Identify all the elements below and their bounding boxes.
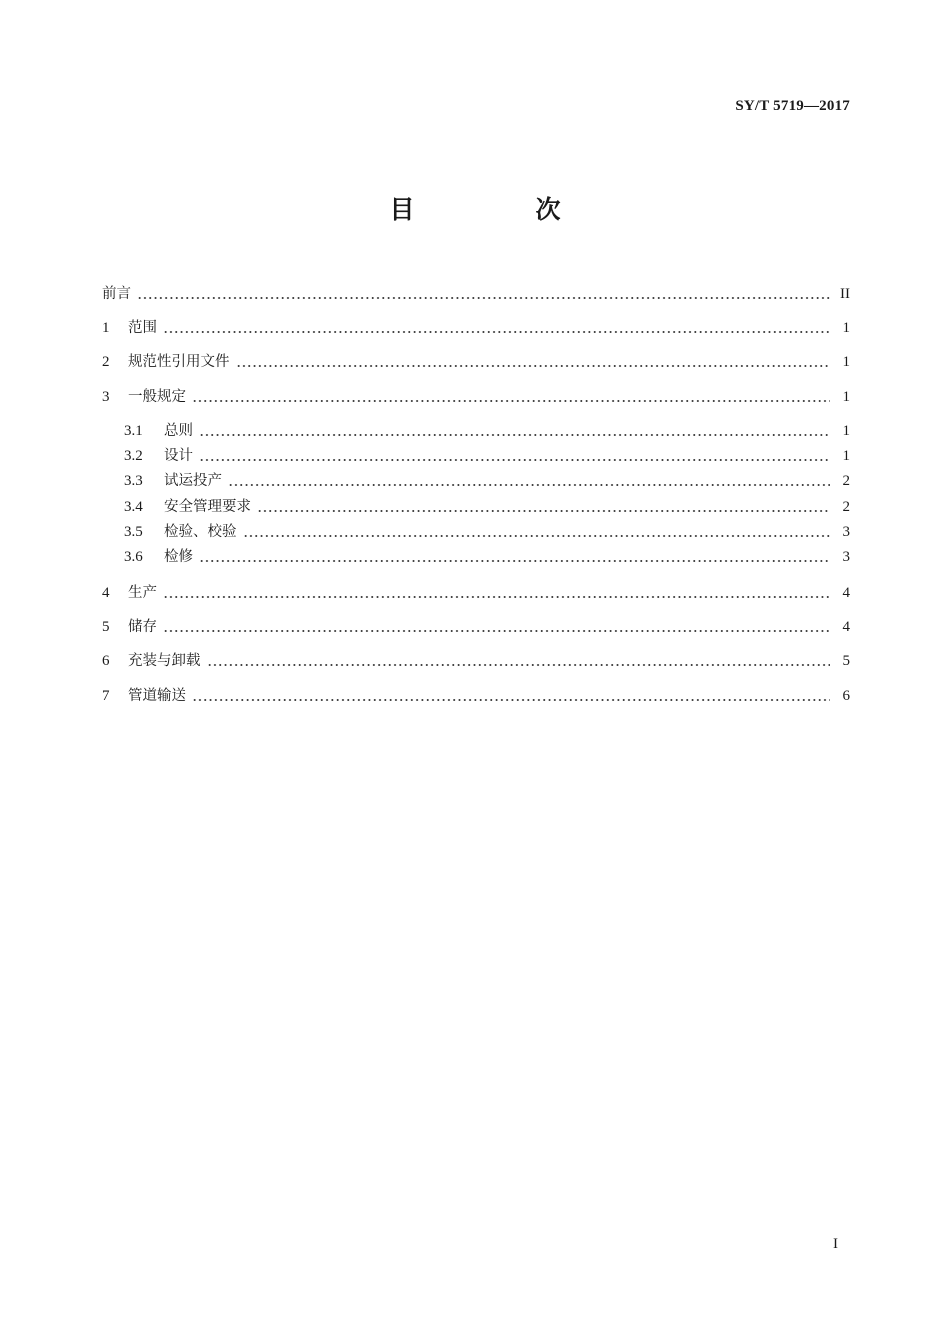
toc-entry-page: 1 [842, 423, 850, 439]
dot-leader [137, 297, 830, 299]
toc-entry-page: 1 [842, 448, 850, 464]
dot-leader [207, 664, 831, 666]
toc-entry-page: 6 [842, 688, 850, 704]
toc-entry-page: 4 [842, 619, 850, 635]
toc-entry-number: 7 [102, 688, 110, 704]
toc-entry-3-3[interactable] [124, 470, 850, 492]
toc-entry-page: 1 [842, 320, 850, 336]
toc-entry-number: 3.6 [124, 549, 143, 565]
dot-leader [192, 699, 830, 701]
toc-entry-number: 4 [102, 585, 110, 601]
toc-entry-page: 2 [842, 499, 850, 515]
toc-entry-label: 储存 [128, 619, 157, 635]
dot-leader [163, 596, 830, 598]
dot-leader [228, 484, 830, 486]
dot-leader [192, 400, 830, 402]
toc-entry-label: 检修 [164, 549, 193, 565]
dot-leader [236, 365, 831, 367]
toc-entry-label: 规范性引用文件 [128, 354, 230, 370]
toc-entry-page: 5 [842, 653, 850, 669]
toc-entry-number: 3 [102, 389, 110, 405]
toc-entry-number: 6 [102, 653, 110, 669]
toc-entry-label: 一般规定 [128, 389, 186, 405]
toc-entry-label: 管道输送 [128, 688, 186, 704]
toc-entry-number: 3.3 [124, 473, 143, 489]
toc-entry-page: 4 [842, 585, 850, 601]
toc-entry-4[interactable] [102, 582, 850, 604]
toc-entry-page: 3 [842, 549, 850, 565]
toc-entry-label: 充装与卸载 [128, 653, 201, 669]
toc-entry-3[interactable] [102, 386, 850, 408]
toc-entry-3-1[interactable] [124, 420, 850, 442]
toc-entry-label: 试运投产 [164, 473, 222, 489]
toc-entry-page: II [840, 286, 850, 302]
toc-entry-number: 3.4 [124, 499, 143, 515]
toc-entry-label: 生产 [128, 585, 157, 601]
toc-entry-label: 设计 [164, 448, 193, 464]
toc-entry-5[interactable] [102, 616, 850, 638]
toc-entry-page: 3 [842, 524, 850, 540]
toc-entry-label: 检验、校验 [164, 524, 237, 540]
toc-entry-1[interactable] [102, 317, 850, 339]
page-number: I [833, 1236, 838, 1252]
toc-entry-number: 3.1 [124, 423, 143, 439]
dot-leader [199, 434, 830, 436]
toc-entry-page: 2 [842, 473, 850, 489]
dot-leader [199, 459, 830, 461]
toc-entry-3-4[interactable] [124, 496, 850, 518]
toc-entry-number: 3.2 [124, 448, 143, 464]
toc-entry-number: 5 [102, 619, 110, 635]
toc-entry-number: 1 [102, 320, 110, 336]
toc-entry-6[interactable] [102, 650, 850, 672]
dot-leader [163, 331, 830, 333]
toc-entry-page: 1 [842, 354, 850, 370]
toc-entry-number: 3.5 [124, 524, 143, 540]
dot-leader [257, 510, 830, 512]
dot-leader [199, 560, 830, 562]
dot-leader [243, 535, 831, 537]
standard-code: SY/T 5719—2017 [735, 98, 850, 114]
toc-entry-page: 1 [842, 389, 850, 405]
toc-entry-label: 范围 [128, 320, 157, 336]
toc-entry-7[interactable] [102, 685, 850, 707]
toc-entry-number: 2 [102, 354, 110, 370]
toc-entry-2[interactable] [102, 351, 850, 373]
toc-entry-label: 安全管理要求 [164, 499, 251, 515]
toc-entry-label: 前言 [102, 286, 131, 302]
page-title: 目 次 [389, 195, 609, 224]
toc-entry-label: 总则 [164, 423, 193, 439]
toc-entry-foreword[interactable] [102, 283, 850, 305]
toc-entry-3-5[interactable] [124, 521, 850, 543]
dot-leader [163, 630, 830, 632]
toc-entry-3-2[interactable] [124, 445, 850, 467]
toc-entry-3-6[interactable] [124, 546, 850, 568]
